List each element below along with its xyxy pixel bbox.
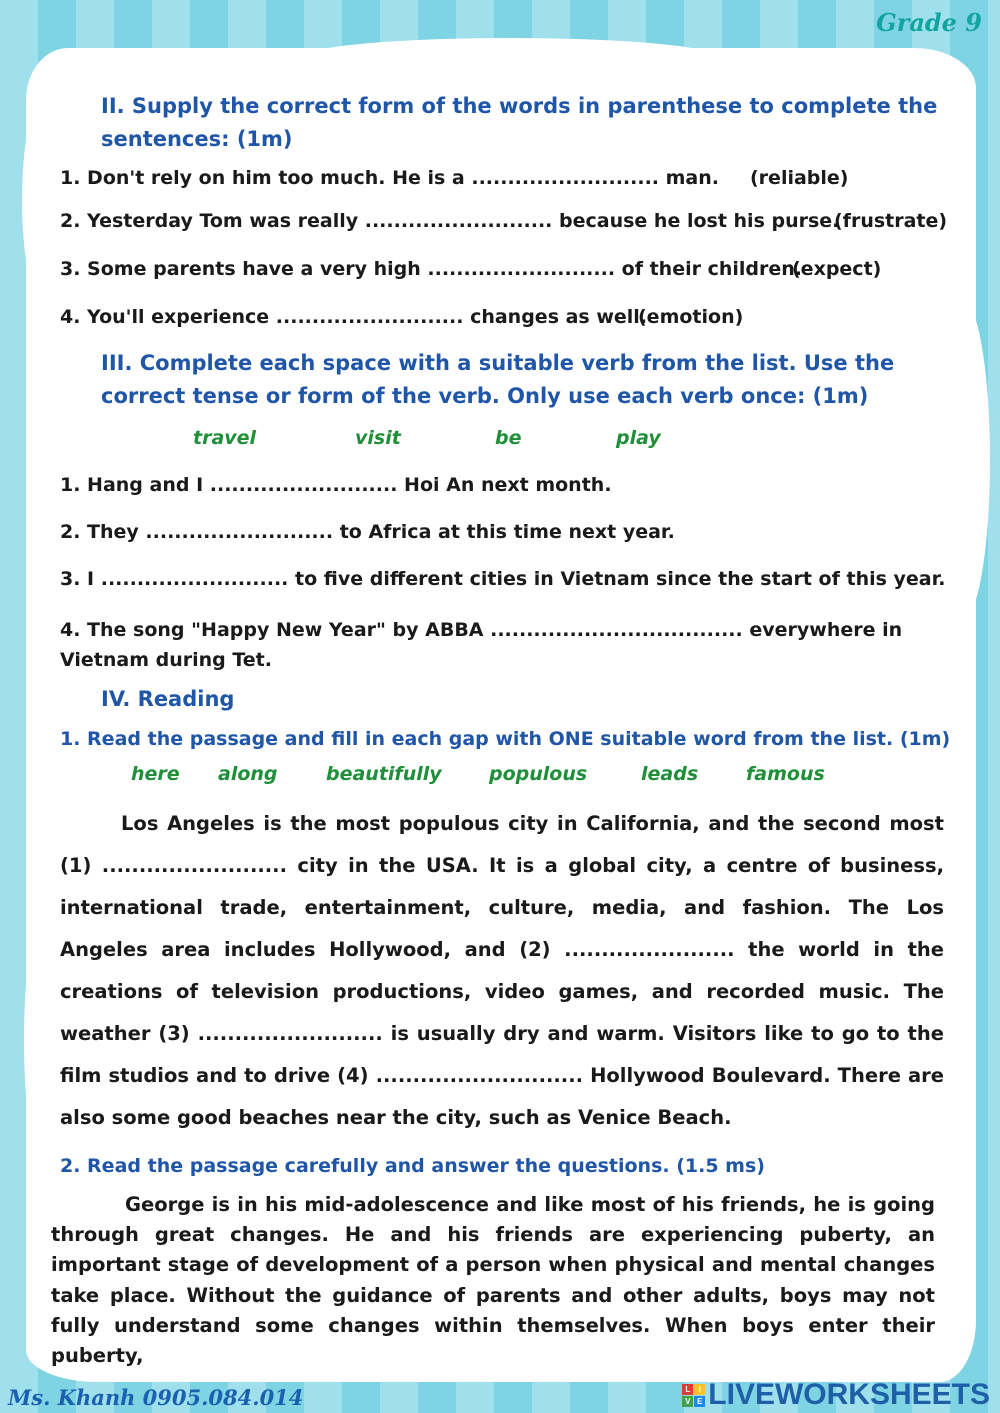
section2-item-3-hint: (expect) (792, 258, 882, 280)
reading-word: populous (489, 763, 588, 785)
reading-passage-2: George is in his mid-adolescence and like most of his friends, he is going through great changes. He and his friends are experiencing puberty, an important stage of development of a person when physical and mental changes take place. Without the guidance of parents and other adults, boys may not fully understand some changes within themselves. When boys enter their puberty, (51, 1193, 935, 1368)
section3-item-4-continued: Vietnam during Tet. (60, 649, 272, 671)
section3-title-line2: correct tense or form of the verb. Only use each verb once: (1m) (101, 384, 869, 408)
verb-list-word: be (495, 427, 522, 449)
logo-letter: I (694, 1384, 705, 1395)
verb-list-word: travel (193, 427, 257, 449)
reading-word: here (131, 763, 180, 785)
reading-word: famous (746, 763, 825, 785)
verb-list-word: play (616, 427, 661, 449)
logo-letter: E (694, 1396, 705, 1407)
section3-item-4: 4. The song "Happy New Year" by ABBA ................................... everywhere in (60, 619, 903, 641)
reading-passage-1: Los Angeles is the most populous city in California, and the second most (1) ......................... city in the USA. It is a global city, a centre of business, international trade, entertainment, culture, media, and fashion. The Los Angeles area includes Hollywood, and (2) ....................... the world in the creations of television productions, video games, and recorded music. The weather (3) ......................... is usually dry and warm. Visitors like to go to the film studios and to drive (4) ............................ Hollywood Boulevard. There are also some good beaches near the city, such as Venice Beach. (60, 812, 944, 1129)
section2-item-4: 4. You'll experience .......................... changes as well. (60, 306, 648, 328)
section2-item-1: 1. Don't rely on him too much. He is a .......................... man. (60, 167, 719, 189)
logo-icon (682, 1384, 705, 1407)
brand-name: LIVEWORKSHEETS (708, 1378, 990, 1411)
logo-letter: L (682, 1384, 693, 1395)
section2-item-2: 2. Yesterday Tom was really .......................... because he lost his purse. (60, 210, 840, 232)
liveworksheets-logo[interactable] (682, 1378, 990, 1412)
section3-item-2: 2. They .......................... to Africa at this time next year. (60, 521, 675, 543)
verb-list-word: visit (355, 427, 401, 449)
reading-word: leads (641, 763, 699, 785)
reading-word: beautifully (326, 763, 442, 785)
section2-item-3: 3. Some parents have a very high .......................... of their children. (60, 258, 803, 280)
section2-item-1-hint: (reliable) (750, 167, 849, 189)
section3-title-line1: III. Complete each space with a suitable verb from the list. Use the (101, 351, 895, 375)
section3-item-3: 3. I .......................... to five different cities in Vietnam since the start of this year. (60, 568, 946, 590)
section2-item-2-hint: (frustrate) (834, 210, 948, 232)
section4-title: IV. Reading (101, 687, 235, 711)
reading-part1-title: 1. Read the passage and fill in each gap with ONE suitable word from the list. (1m) (60, 728, 951, 750)
section2-title-line1: II. Supply the correct form of the words in parenthese to complete the (101, 94, 938, 118)
author-contact: Ms. Khanh 0905.084.014 (8, 1385, 304, 1410)
reading-word: along (218, 763, 278, 785)
section2-item-4-hint: (emotion) (638, 306, 744, 328)
section2-title-line2: sentences: (1m) (101, 127, 293, 151)
section3-item-1: 1. Hang and I .......................... Hoi An next month. (60, 474, 612, 496)
logo-letter: V (682, 1396, 693, 1407)
grade-label: Grade 9 (876, 8, 982, 37)
reading-part2-title: 2. Read the passage carefully and answer the questions. (1.5 ms) (60, 1155, 765, 1177)
